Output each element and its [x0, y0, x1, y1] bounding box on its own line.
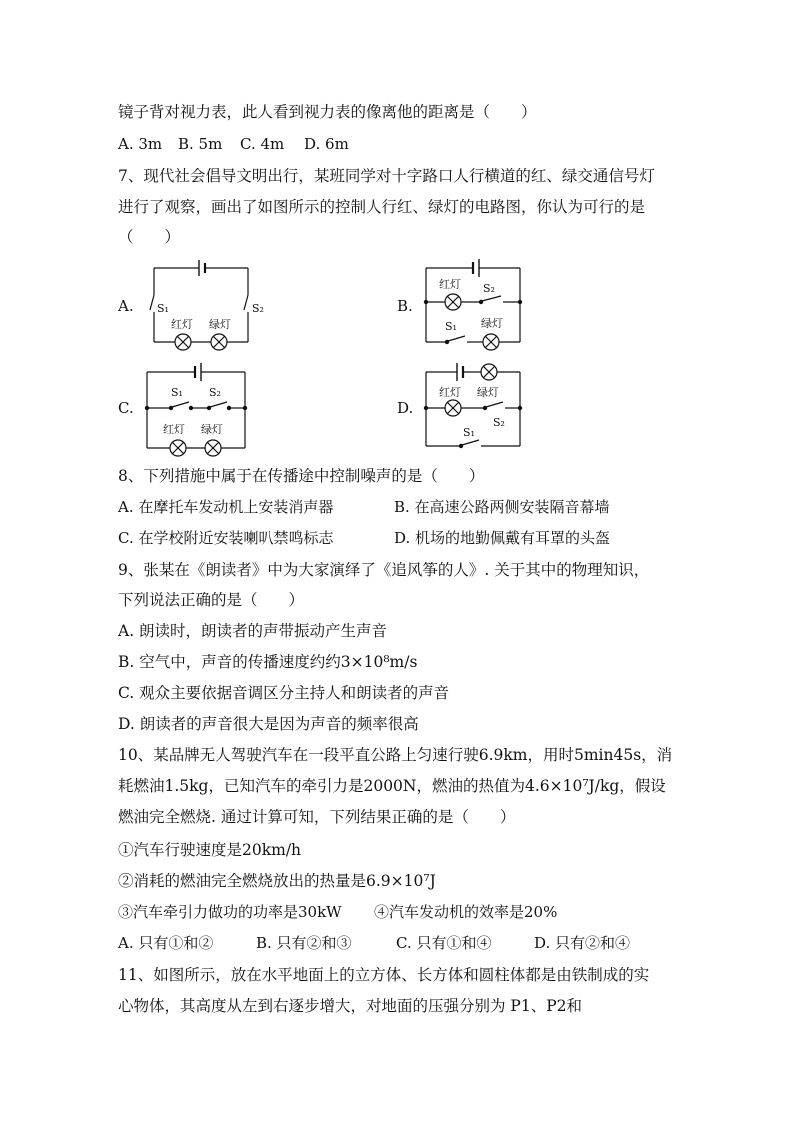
q9-stem-line-1: 9、张某在《朗读者》中为大家演绎了《追风筝的人》. 关于其中的物理知识， — [118, 561, 650, 579]
q11-stem-line-2: 心物体，其高度从左到右逐步增大，对地面的压强分别为 P1、P2和 — [118, 997, 583, 1015]
q10-option-c: C. 只有①和④ — [396, 934, 492, 952]
circuit-d-red-lamp-label: 红灯 — [439, 386, 461, 399]
q7-stem-line-2: 进行了观察，画出了如图所示的控制人行红、绿灯的电路图，你认为可行的是 — [118, 198, 646, 216]
circuit-b-s2: S₂ — [483, 282, 495, 295]
q10-option-b: B. 只有②和③ — [256, 934, 352, 952]
q6-option-c: C. 4m — [240, 135, 285, 153]
circuit-d-diagram — [415, 358, 535, 458]
circuit-b-red-lamp-label: 红灯 — [439, 278, 461, 291]
circuit-d-label: D. — [397, 399, 414, 417]
q10-stem-line-1: 10、某品牌无人驾驶汽车在一段平直公路上匀速行驶6.9km，用时5min45s，消 — [118, 746, 673, 764]
circuit-a-s1: S₁ — [157, 302, 169, 315]
circuit-b-diagram — [415, 250, 535, 360]
q6-option-b: B. 5m — [178, 135, 223, 153]
circuit-c-s1: S₁ — [171, 386, 183, 399]
circuit-a-green-lamp-label: 绿灯 — [209, 318, 231, 331]
q10-option-a: A. 只有①和② — [118, 934, 214, 952]
q9-option-a: A. 朗读时，朗读者的声带振动产生声音 — [118, 622, 388, 640]
circuit-b-label: B. — [397, 297, 413, 315]
q8-option-c: C. 在学校附近安装喇叭禁鸣标志 — [118, 529, 334, 547]
q6-stem-line: 镜子背对视力表，此人看到视力表的像离他的距离是（ ） — [118, 103, 537, 121]
q10-option-d: D. 只有②和④ — [534, 934, 631, 952]
q6-option-a: A. 3m — [118, 135, 163, 153]
q8-options-row-1 — [118, 497, 610, 517]
q8-options-row-2 — [118, 528, 610, 548]
circuit-c-green-lamp-label: 绿灯 — [201, 423, 223, 436]
q10-statement-2: ②消耗的燃油完全燃烧放出的热量是6.9×10⁷J — [118, 872, 436, 890]
q9-stem-line-2: 下列说法正确的是（ ） — [118, 591, 305, 609]
circuit-a-s2: S₂ — [252, 302, 264, 315]
circuit-c-label: C. — [118, 399, 134, 417]
circuit-a-label: A. — [118, 297, 134, 315]
q10-stem-line-2: 耗燃油1.5kg，已知汽车的牵引力是2000N，燃油的热值为4.6×10⁷J/kg，假设 — [118, 777, 666, 795]
q8-option-d: D. 机场的地勤佩戴有耳罩的头盔 — [394, 529, 611, 547]
q10-stem-line-3: 燃油完全燃烧. 通过计算可知，下列结果正确的是（ ） — [118, 808, 516, 826]
q7-stem-line-1: 7、现代社会倡导文明出行，某班同学对十字路口人行横道的红、绿交通信号灯 — [118, 167, 655, 185]
q6-options — [118, 134, 349, 154]
circuit-b-green-lamp-label: 绿灯 — [481, 317, 503, 330]
circuit-d-s2: S₂ — [493, 416, 505, 429]
q8-option-a: A. 在摩托车发动机上安装消声器 — [118, 498, 334, 516]
q9-option-d: D. 朗读者的声音很大是因为声音的频率很高 — [118, 715, 419, 733]
circuit-d-s1: S₁ — [463, 426, 475, 439]
q10-options — [118, 933, 630, 953]
circuit-b-s1: S₁ — [445, 320, 457, 333]
q9-option-c: C. 观众主要依据音调区分主持人和朗读者的声音 — [118, 684, 450, 702]
circuit-a-diagram — [135, 250, 275, 360]
q10-statements-3-4 — [118, 902, 557, 922]
q9-option-b: B. 空气中，声音的传播速度约约3×10⁸m/s — [118, 653, 418, 671]
circuit-a-red-lamp-label: 红灯 — [171, 318, 193, 331]
q7-stem-line-3: （ ） — [118, 228, 181, 246]
q8-option-b: B. 在高速公路两侧安装隔音幕墙 — [394, 498, 610, 516]
q8-stem: 8、下列措施中属于在传播途中控制噪声的是（ ） — [118, 467, 485, 485]
circuit-c-s2: S₂ — [209, 386, 221, 399]
circuit-d-green-lamp-label: 绿灯 — [477, 386, 499, 399]
circuit-c-diagram — [135, 358, 275, 458]
q10-statement-1: ①汽车行驶速度是20km/h — [118, 841, 302, 859]
circuit-c-red-lamp-label: 红灯 — [163, 423, 185, 436]
q11-stem-line-1: 11、如图所示，放在水平地面上的立方体、长方体和圆柱体都是由铁制成的实 — [118, 966, 650, 984]
q10-statement-3: ③汽车牵引力做功的功率是30kW — [118, 903, 342, 921]
q10-statement-4: ④汽车发动机的效率是20% — [374, 903, 558, 921]
q6-option-d: D. 6m — [304, 135, 349, 153]
